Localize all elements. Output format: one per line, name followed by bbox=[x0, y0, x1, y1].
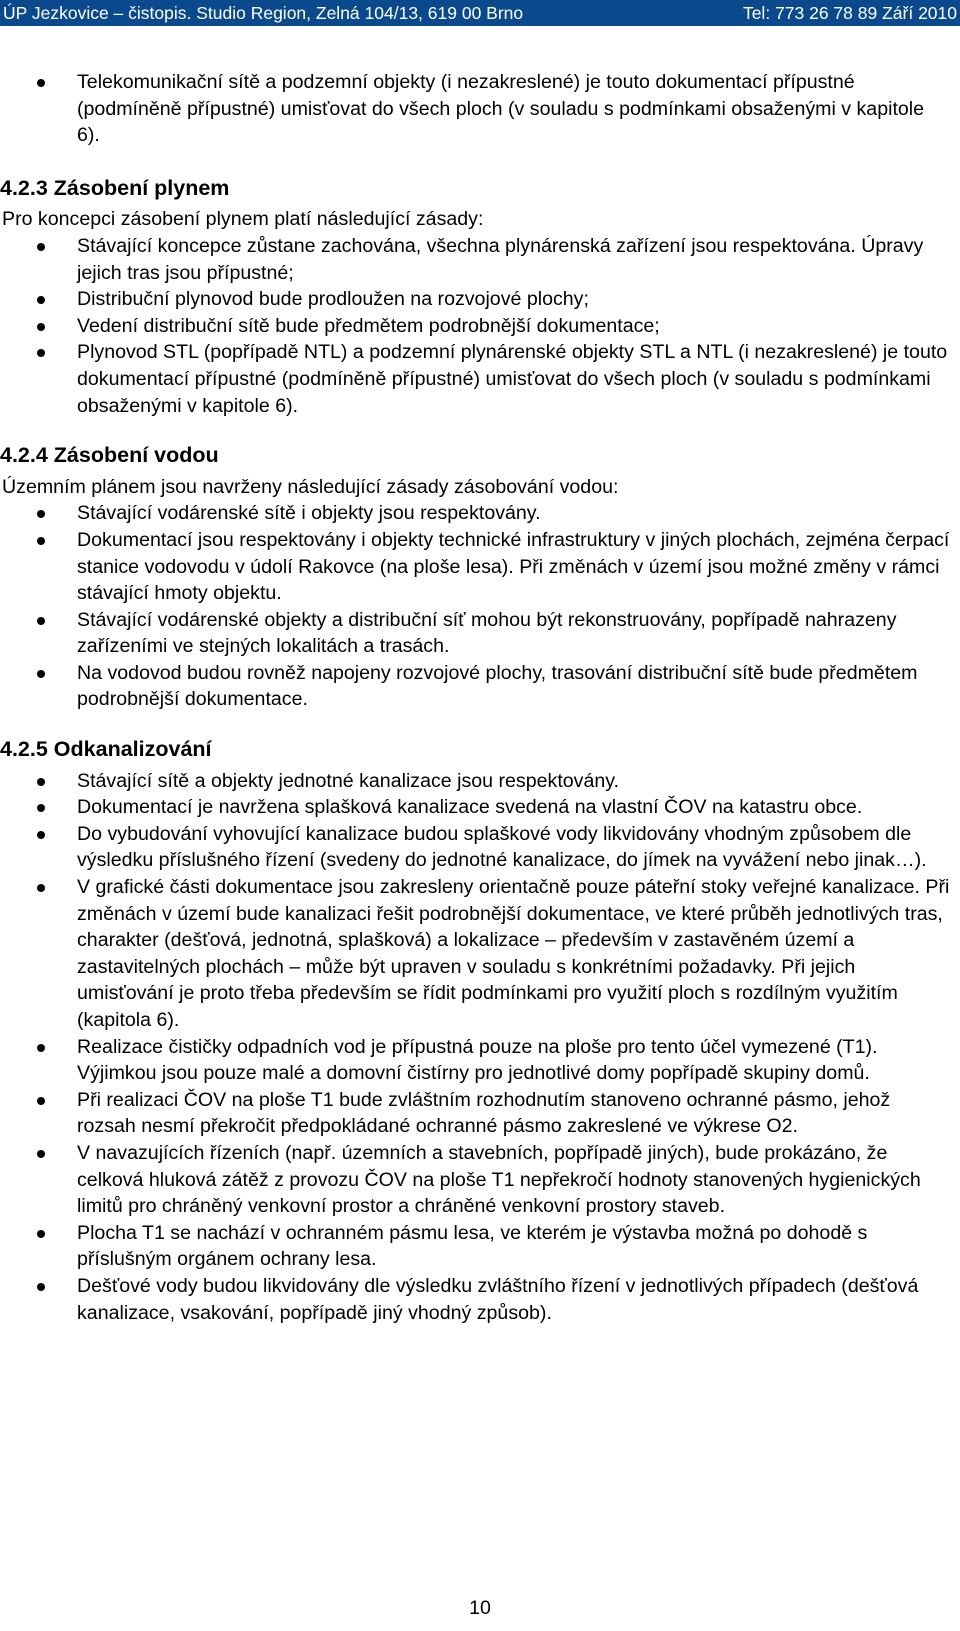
list-item: Plynovod STL (popřípadě NTL) a podzemní plynárenské objekty STL a NTL (i nezakreslené) je touto dokumentací přípustné (podmíněně přípustné) umisťovat do všech ploch (v souladu s podmínkami obsaženými v kapitole 6). bbox=[0, 339, 960, 419]
list-item: Vedení distribuční sítě bude předmětem podrobnější dokumentace; bbox=[0, 313, 960, 340]
list-item: Plocha T1 se nachází v ochranném pásmu lesa, ve kterém je výstavba možná po dohodě s příslušným orgánem ochrany lesa. bbox=[0, 1220, 960, 1273]
list-item: Stávající vodárenské sítě i objekty jsou respektovány. bbox=[0, 500, 960, 527]
list-item: Stávající vodárenské objekty a distribuční síť mohou být rekonstruovány, popřípadě nahrazeny zařízeními ve stejných lokalitách a trasách. bbox=[0, 607, 960, 660]
water-intro: Územním plánem jsou navrženy následující zásady zásobování vodou: bbox=[2, 475, 619, 498]
list-item: V navazujících řízeních (např. územních a stavebních, popřípadě jiných), bude prokázáno, že celková hluková zátěž z provozu ČOV na ploše T1 nepřekročí hodnoty stanovených hygienických limitů pro chráněný venkovní prostor a chráněné venkovní prostory staveb. bbox=[0, 1140, 960, 1220]
header-contact: Tel: 773 26 78 89 Září 2010 bbox=[742, 2, 957, 23]
gas-intro: Pro koncepci zásobení plynem platí následující zásady: bbox=[2, 208, 484, 231]
telecom-list bbox=[0, 69, 960, 149]
heading-sewerage: 4.2.5 Odkanalizování bbox=[0, 737, 212, 762]
list-item: Na vodovod budou rovněž napojeny rozvojové plochy, trasování distribuční sítě bude předmětem podrobnější dokumentace. bbox=[0, 660, 960, 713]
list-item: Stávající koncepce zůstane zachována, všechna plynárenská zařízení jsou respektována. Úpravy jejich tras jsou přípustné; bbox=[0, 233, 960, 286]
gas-list bbox=[0, 233, 960, 419]
page-header bbox=[0, 0, 960, 26]
list-item: Realizace čističky odpadních vod je přípustná pouze na ploše pro tento účel vymezené (T1). Výjimkou jsou pouze malé a domovní čistírny pro jednotlivé domy popřípadě skupiny domů. bbox=[0, 1034, 960, 1087]
sewer-list bbox=[0, 768, 960, 1326]
list-item: V grafické části dokumentace jsou zakresleny orientačně pouze páteřní stoky veřejné kanalizace. Při změnách v území bude kanalizaci řešit podrobnější dokumentace, ve které průběh jednotlivých tras, charakter (dešťová, jednotná, splašková) a lokalizace – především v zastavěném území a zastavitelných plochách – může být upraven v souladu s konkrétními požadavky. Při jejich umisťování je proto třeba především se řídit podmínkami pro využití ploch s rozdílným využitím (kapitola 6). bbox=[0, 874, 960, 1034]
list-item: Telekomunikační sítě a podzemní objekty (i nezakreslené) je touto dokumentací přípustné (podmíněně přípustné) umisťovat do všech ploch (v souladu s podmínkami obsaženými v kapitole 6). bbox=[0, 69, 960, 149]
list-item: Dokumentací je navržena splašková kanalizace svedená na vlastní ČOV na katastru obce. bbox=[0, 794, 960, 821]
list-item: Stávající sítě a objekty jednotné kanalizace jsou respektovány. bbox=[0, 768, 960, 795]
water-list bbox=[0, 500, 960, 713]
header-address: ÚP Jezkovice – čistopis. Studio Region, Zelná 104/13, 619 00 Brno bbox=[3, 2, 524, 23]
list-item: Distribuční plynovod bude prodloužen na rozvojové plochy; bbox=[0, 286, 960, 313]
list-item: Dešťové vody budou likvidovány dle výsledku zvláštního řízení v jednotlivých případech (dešťová kanalizace, vsakování, popřípadě jiný vhodný způsob). bbox=[0, 1273, 960, 1326]
list-item: Do vybudování vyhovující kanalizace budou splaškové vody likvidovány vhodným způsobem dle výsledku příslušného řízení (svedeny do jednotné kanalizace, do jímek na vyvážení nebo jinak…). bbox=[0, 821, 960, 874]
page-number: 10 bbox=[469, 1597, 491, 1619]
heading-water-supply: 4.2.4 Zásobení vodou bbox=[0, 443, 219, 468]
list-item: Dokumentací jsou respektovány i objekty technické infrastruktury v jiných plochách, zejména čerpací stanice vodovodu v údolí Rakovce (na ploše lesa). Při změnách v území jsou možné změny v rámci stávající hmoty objektu. bbox=[0, 527, 960, 607]
document-body bbox=[0, 69, 960, 1326]
list-item: Při realizaci ČOV na ploše T1 bude zvláštním rozhodnutím stanoveno ochranné pásmo, jehož rozsah nesmí překročit předpokládané ochranné pásmo zakreslené ve výkrese O2. bbox=[0, 1087, 960, 1140]
heading-gas-supply: 4.2.3 Zásobení plynem bbox=[0, 175, 230, 200]
